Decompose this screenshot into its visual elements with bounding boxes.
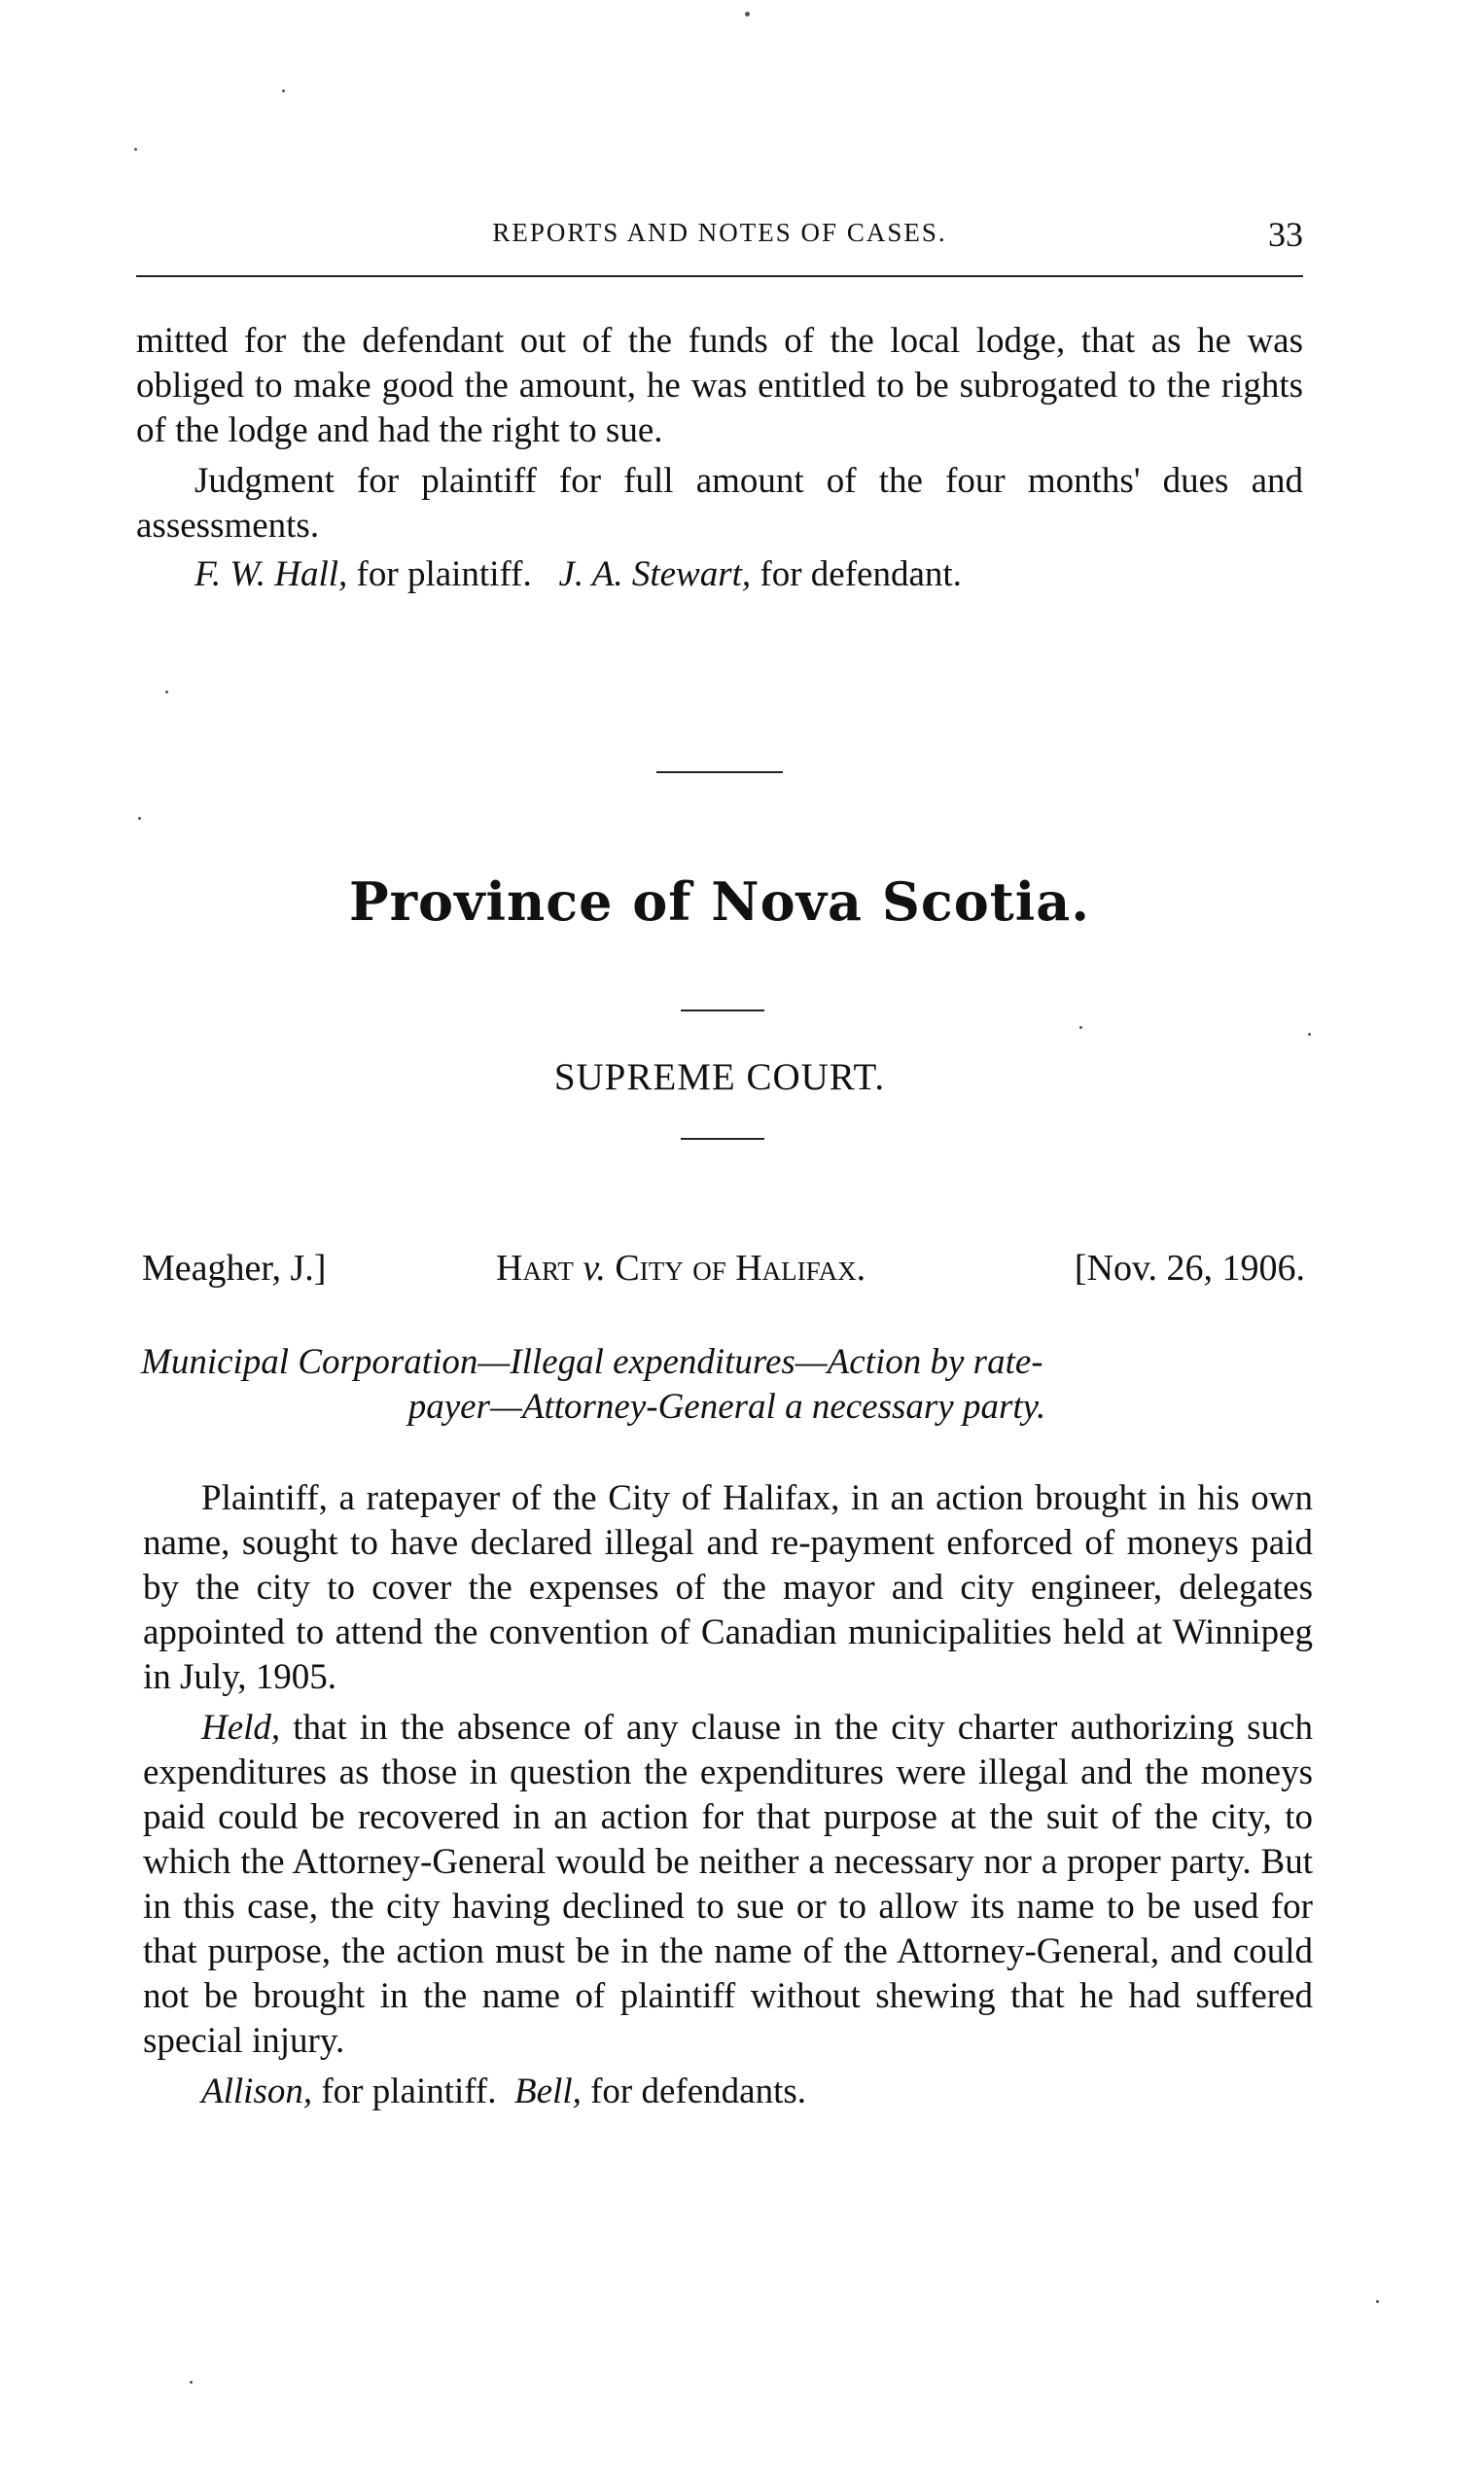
page-number: 33: [1268, 215, 1303, 254]
headnote-line-2: payer—Attorney-General a necessary party.: [407, 1387, 1046, 1427]
headnote: [141, 1340, 1313, 1430]
final-plaintiff-counsel-name: Allison,: [201, 2072, 313, 2111]
running-head-title: REPORTS AND NOTES OF CASES.: [492, 218, 947, 247]
plaintiff-counsel-role: for plaintiff.: [347, 554, 532, 594]
scan-speck: [134, 148, 137, 151]
court-title: SUPREME COURT.: [553, 1056, 886, 1098]
case-date: [Nov. 26, 1906.: [1074, 1248, 1305, 1289]
judgment-paragraph: Judgment for plaintiff for full amount of the four months' dues and assessments.: [136, 461, 1303, 546]
final-counsel-line: [143, 2070, 1313, 2114]
title-divider-bottom: [681, 1138, 764, 1140]
headnote-line-1: Municipal Corporation—Illegal expenditures—Action by rate-: [141, 1342, 1043, 1382]
case-body: [143, 1476, 1313, 2114]
scan-speck: [745, 12, 750, 17]
scan-speck: [165, 691, 168, 693]
case-judge: Meagher, J.]: [142, 1248, 327, 1289]
defendant-counsel-name: J. A. Stewart,: [558, 554, 752, 594]
running-head: [136, 214, 1303, 263]
scan-speck: [1376, 2300, 1379, 2303]
case-name: [496, 1247, 866, 1290]
case-caption: [136, 1247, 1313, 1295]
final-plaintiff-counsel-role: for plaintiff.: [312, 2072, 497, 2111]
previous-case-section: [136, 319, 1303, 597]
province-title: Province of Nova Scotia.: [349, 870, 1090, 933]
header-rule: [136, 275, 1303, 277]
plaintiff-counsel-name: F. W. Hall,: [194, 554, 348, 594]
section-divider: [656, 771, 783, 773]
facts-paragraph: Plaintiff, a ratepayer of the City of Halifax, in an action brought in his own name, sought to have declared illegal and re-payment enforced of moneys paid by the city to cover the expenses of the mayor and city engineer, delegates appointed to attend the convention of Canadian municipalities held at Winnipeg in July, 1905.: [143, 1478, 1313, 1697]
holding-text: that in the absence of any clause in the city charter authorizing such expenditures as those in question the expenditures were illegal and the moneys paid could be recovered in an action for that purpose at the suit of the city, to which the Attorney-General would be neither a necessary nor a proper party. But in this case, the city having declined to sue or to allow its name to be used for that purpose, the action must be in the name of the Attorney-General, and could not be brought in the name of plaintiff without shewing that he had suffered special injury.: [143, 1708, 1313, 2061]
counsel-line: [136, 552, 1303, 597]
scan-speck: [1079, 1026, 1082, 1029]
holding-label: Held,: [201, 1708, 281, 1748]
defendant-counsel-role: for defendant.: [751, 554, 962, 594]
title-divider-top: [681, 1010, 764, 1011]
case-plaintiff: Hart: [496, 1248, 574, 1289]
scan-speck: [282, 89, 285, 92]
scan-speck: [138, 817, 141, 820]
scan-speck: [1308, 1033, 1311, 1036]
continuation-paragraph: mitted for the defendant out of the funds of the local lodge, that as he was obliged to make good the amount, he was entitled to be subrogated to the rights of the lodge and had the right to sue.: [136, 321, 1303, 450]
case-defendant: City of Halifax.: [615, 1248, 866, 1289]
scan-speck: [190, 2381, 193, 2384]
holding-paragraph: [143, 1706, 1313, 2064]
case-versus: v.: [583, 1248, 606, 1289]
final-defendant-counsel-role: for defendants.: [581, 2072, 807, 2111]
final-defendant-counsel-name: Bell,: [514, 2072, 582, 2111]
